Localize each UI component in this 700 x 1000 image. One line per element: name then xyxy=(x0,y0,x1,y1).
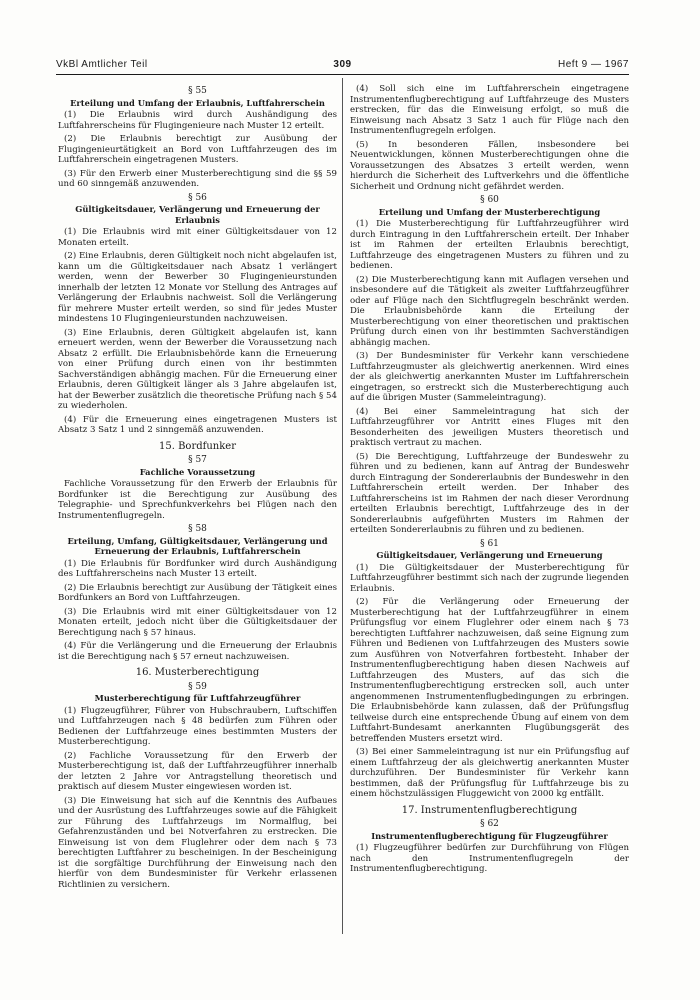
paragraph: (1) Flugzeugführer bedürfen zur Durchführung von Flügen nach den Instrumentenflugregeln der Instrumentenflugberechtigung. xyxy=(350,843,629,874)
section-number: § 62 xyxy=(480,819,499,829)
paragraph: (1) Die Erlaubnis wird durch Aushändigung des Luftfahrerscheins für Flugingenieure nach Muster 12 erteilt. xyxy=(58,110,337,131)
paragraph: (4) Bei einer Sammeleintragung hat sich der Luftfahrzeugführer vor Antritt eines Fluges mit den Besonderheiten des jeweiligen Musters theoretisch und praktisch vertraut zu machen. xyxy=(350,406,629,448)
paragraph: (2) Die Erlaubnis berechtigt zur Ausübung der Tätigkeit eines Bordfunkers an Bord von Luftfahrzeugen. xyxy=(58,582,337,603)
section-number: § 59 xyxy=(188,681,207,692)
right-column xyxy=(350,84,629,878)
paragraph: (3) Die Erlaubnis wird mit einer Gültigkeitsdauer von 12 Monaten erteilt, jedoch nicht über die Gültigkeitsdauer der Berechtigung nach § 57 hinaus. xyxy=(58,606,337,638)
paragraph: (3) Für den Erwerb einer Musterberechtigung sind die §§ 59 und 60 sinngemäß anzuwenden. xyxy=(58,168,337,189)
journal-title: VkBl Amtlicher Teil xyxy=(56,59,148,70)
section-heading: Gültigkeitsdauer, Verlängerung und Erneuerung der Erlaubnis xyxy=(75,204,320,225)
paragraph: (2) Fachliche Voraussetzung für den Erwerb der Musterberechtigung ist, daß der Luftfahrzeugführer innerhalb der letzten 2 Jahre vor Antragstellung theoretisch und praktisch auf diesem Muster eingewiesen worden ist. xyxy=(58,750,337,792)
paragraph: (1) Die Erlaubnis für Bordfunker wird durch Aushändigung des Luftfahrerscheins nach Muster 13 erteilt. xyxy=(58,558,337,579)
paragraph: (1) Flugzeugführer, Führer von Hubschraubern, Luftschiffen und Luftfahrzeugen nach § 48 bedürfen zum Führen oder Bedienen der Luftfahrzeuge eines bestimmten Musters der Musterberechtigung. xyxy=(58,705,337,747)
paragraph: (2) Eine Erlaubnis, deren Gültigkeit noch nicht abgelaufen ist, kann um die Gültigkeitsdauer nach Absatz 1 verlängert werden, wenn der Bewerber 30 Flugingenieurstunden innerhalb der letzten 12 Monate vor Stellung des Antrages auf Verlängerung der Erlaubnis nachweist. Soll die Verlängerung für mehrere Muster erteilt werden, so sind für jedes Muster mindestens 10 Flugingenieurstunden nachzuweisen. xyxy=(58,251,337,324)
paragraph: (3) Der Bundesminister für Verkehr kann verschiedene Luftfahrzeugmuster als gleichwertig anerkennen. Wird eines der als gleichwertig anerkannten Muster im Luftfahrerschein eingetragen, so erstreckt sich die Musterberechtigung auch auf die übrigen Muster (Sammeleintragung). xyxy=(350,351,629,403)
paragraph: (3) Eine Erlaubnis, deren Gültigkeit abgelaufen ist, kann erneuert werden, wenn der Bewerber die Voraussetzung nach Absatz 2 erfüllt. Die Erlaubnisbehörde kann die Erneuerung von einer Prüfung durch einen von ihr bestimmten Sachverständigen abhängig machen. Für die Erneuerung einer Erlaubnis, deren Gültigkeit länger als 3 Jahre abgelaufen ist, hat der Bewerber zusätzlich die theoretische Prüfung nach § 54 zu wiederholen. xyxy=(58,327,337,411)
section-heading: Instrumentenflugberechtigung für Flugzeugführer xyxy=(371,830,608,841)
paragraph: (2) Für die Verlängerung oder Erneuerung der Musterberechtigung hat der Luftfahrzeugführer in einem Prüfungsflug vor einem Fluglehrer oder einem nach § 73 berechtigten Luftfahrer nachzuweisen, daß seine Eignung zum Führen und Bedienen von Luftfahrzeugen des Musters sowie zum Ausführen von Notverfahren fortbesteht. Inhaber der Instrumentenflugberechtigung haben diesen Nachweis auf Luftfahrzeugen des Musters, auf das sich die Instrumentenflugberechtigung erstrecken soll, auch unter angenommenen Instrumentenflugbedingungen zu erbringen. Die Erlaubnisbehörde kann zulassen, daß der Prüfungsflug teilweise durch eine entsprechende Übung auf einem von dem Luftfahrt-Bundesamt anerkannten Flugübungsgerät des betreffenden Musters ersetzt wird. xyxy=(350,597,629,744)
header-rule xyxy=(56,74,629,75)
left-column xyxy=(58,84,337,893)
paragraph: Fachliche Voraussetzung für den Erwerb der Erlaubnis für Bordfunker ist die Berechtigung zur Ausübung des Telegraphie- und Sprechfunkverkehrs bei Flügen nach den Instrumentenflugregeln. xyxy=(58,479,337,521)
issue-label: Heft 9 — 1967 xyxy=(558,59,629,70)
paragraph: (2) Die Erlaubnis berechtigt zur Ausübung der Flugingenieurtätigkeit an Bord von Luftfahrzeugen des im Luftfahrerschein eingetragenen Musters. xyxy=(58,134,337,165)
running-header xyxy=(56,59,629,73)
paragraph: (2) Die Musterberechtigung kann mit Auflagen versehen und insbesondere auf die Tätigkeit als zweiter Luftfahrzeugführer oder auf Flüge nach den Sichtflugregeln beschränkt werden. Die Erlaubnisbehörde kann die Erteilung der Musterberechtigung von einer theoretischen und praktischen Prüfung durch einen von ihr bestimmten Sachverständigen abhängig machen. xyxy=(350,274,629,348)
section-heading: Musterberechtigung für Luftfahrzeugführer xyxy=(94,693,301,703)
paragraph: (3) Die Einweisung hat sich auf die Kenntnis des Aufbaues und der Ausrüstung des Luftfahrzeuges sowie auf die Fähigkeit zur Führung des Luftfahrzeugs im Normalflug, bei Gefahrenzuständen und bei Notverfahren zu erstrecken. Die Einweisung ist von dem Fluglehrer oder dem nach § 73 berechtigten Luftfahrer zu bescheinigen. In der Bescheinigung ist die sorgfältige Durchführung der Einweisung nach den hierfür von dem Bundesminister für Verkehr erlassenen Richtlinien zu versichern. xyxy=(58,795,337,890)
section-heading: Fachliche Voraussetzung xyxy=(139,466,256,477)
paragraph: (3) Bei einer Sammeleintragung ist nur ein Prüfungsflug auf einem Luftfahrzeug der als gleichwertig anerkannten Muster durchzuführen. Der Bundesminister für Verkehr kann bestimmen, daß der Prüfungsflug für Luftfahrzeuge bis zu einem höchstzulässigen Fluggewicht von 2000 kg entfällt. xyxy=(350,747,629,799)
paragraph: (5) Die Berechtigung, Luftfahrzeuge der Bundeswehr zu führen und zu bedienen, kann auf Antrag der Bundeswehr durch Eintragung der Sondererlaubnis der Bundeswehr in den Luftfahrerschein erteilt werden. Der Inhaber des Luftfahrerscheins ist im Rahmen der nach dieser Verordnung erteilten Erlaubnis berechtigt, Luftfahrzeuge des in der Sondererlaubnis aufgeführten Musters im Rahmen der erteilten Sondererlaubnis zu führen und zu bedienen. xyxy=(350,451,629,535)
section-heading: Erteilung, Umfang, Gültigkeitsdauer, Verlängerung und Erneuerung der Erlaubnis, Luftfahrerschein xyxy=(67,535,328,556)
section-heading: Erteilung und Umfang der Musterberechtigung xyxy=(378,206,601,217)
section-number: § 60 xyxy=(480,195,499,205)
paragraph: (1) Die Erlaubnis wird mit einer Gültigkeitsdauer von 12 Monaten erteilt. xyxy=(58,227,337,248)
chapter-title: 17. Instrumentenflugberechtigung xyxy=(401,804,578,816)
paragraph: (1) Die Gültigkeitsdauer der Musterberechtigung für Luftfahrzeugführer bestimmt sich nach der zugrunde liegenden Erlaubnis. xyxy=(350,562,629,594)
section-heading: Erteilung und Umfang der Erlaubnis, Luftfahrerschein xyxy=(70,97,325,108)
chapter-title: 15. Bordfunker xyxy=(159,440,236,452)
paragraph: (4) Für die Verlängerung und die Erneuerung der Erlaubnis ist die Berechtigung nach § 57 erneut nachzuweisen. xyxy=(58,641,337,662)
section-heading: Gültigkeitsdauer, Verlängerung und Erneuerung xyxy=(376,550,603,560)
section-number: § 61 xyxy=(480,538,499,549)
paragraph: (4) Für die Erneuerung eines eingetragenen Musters ist Absatz 3 Satz 1 und 2 sinngemäß anzuwenden. xyxy=(58,414,337,435)
paragraph: (5) In besonderen Fällen, insbesondere bei Neuentwicklungen, können Musterberechtigungen ohne die Voraussetzungen des Absatzes 3 erteilt werden, wenn hierdurch die Sicherheit des Luftverkehrs und die öffentliche Sicherheit und Ordnung nicht gefährdet werden. xyxy=(350,139,629,192)
column-divider xyxy=(342,78,343,934)
page-number: 309 xyxy=(333,59,352,70)
paragraph: (4) Soll sich eine im Luftfahrerschein eingetragene Instrumentenflugberechtigung auf Luftfahrzeuge des Musters erstrecken, für das die Einweisung erfolgt, so muß die Einweisung nach Absatz 3 Satz 1 auch für Flüge nach den Instrumentenflugregeln erfolgen. xyxy=(350,84,629,136)
paragraph: (1) Die Musterberechtigung für Luftfahrzeugführer wird durch Eintragung in den Luftfahrerschein erteilt. Der Inhaber ist im Rahmen der erteilten Erlaubnis berechtigt, Luftfahrzeuge des eingetragenen Musters zu führen und zu bedienen. xyxy=(350,219,629,271)
section-number: § 57 xyxy=(188,455,207,465)
chapter-title: 16. Musterberechtigung xyxy=(135,667,260,678)
section-number: § 55 xyxy=(188,86,207,96)
section-number: § 56 xyxy=(188,192,207,203)
section-number: § 58 xyxy=(188,524,207,534)
